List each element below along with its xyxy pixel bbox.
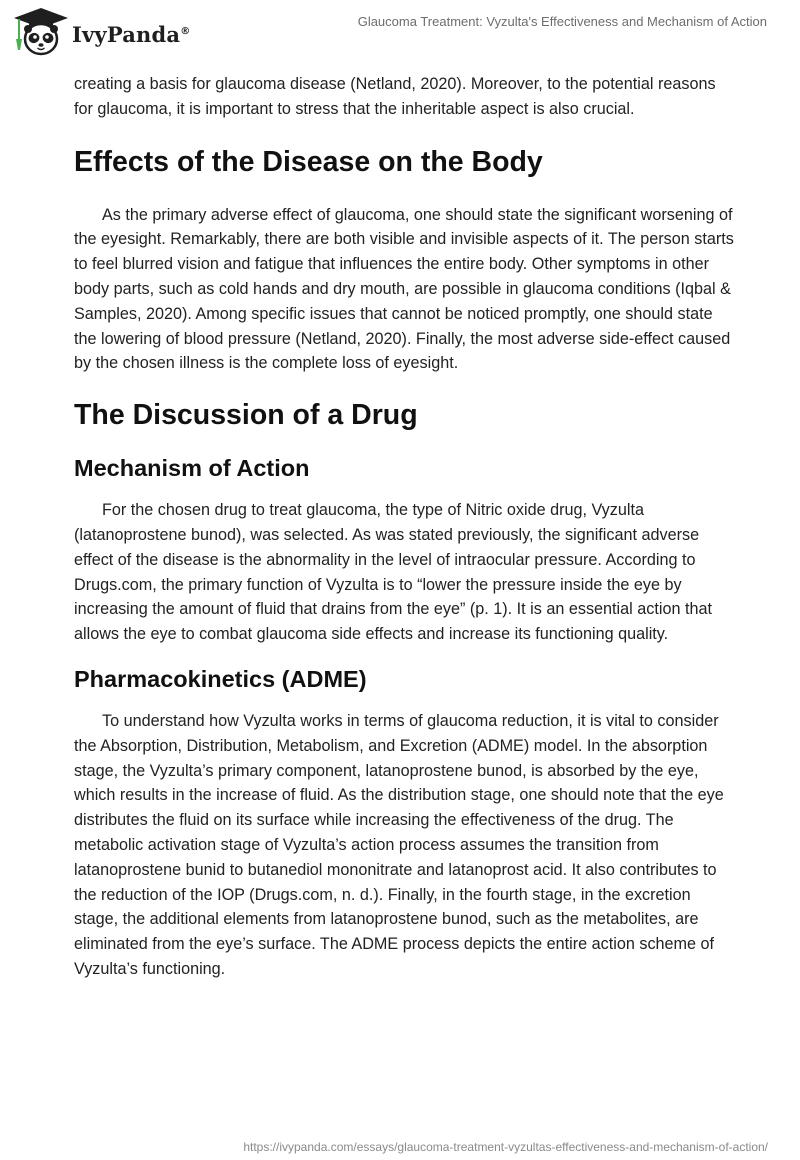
- intro-paragraph: creating a basis for glaucoma disease (Netland, 2020). Moreover, to the potential reasons for glaucoma, it is important to stress that the inheritable aspect is also crucial.: [74, 75, 716, 118]
- page-header: [0, 0, 800, 72]
- effects-paragraph: As the primary adverse effect of glaucoma, one should state the significant worsening of the eyesight. Remarkably, there are both visible and invisible aspects of it. The person starts to feel blurred vision and fatigue that influences the entire body. Other symptoms in other body parts, such as cold hands and dry mouth, are possible in glaucoma conditions (Iqbal & Samples, 2020). Among specific issues that cannot be noticed promptly, one should state the lowering of blood pressure (Netland, 2020). Finally, the most adverse side-effect caused by the chosen illness is the complete loss of eyesight.: [74, 205, 734, 373]
- document-title: Glaucoma Treatment: Vyzulta's Effectiveness and Mechanism of Action: [357, 14, 767, 29]
- section-heading-effects: Effects of the Disease on the Body: [74, 145, 543, 178]
- panda-graduate-icon: [12, 6, 70, 58]
- source-url-link[interactable]: https://ivypanda.com/essays/glaucoma-treatment-vyzultas-effectiveness-and-mechanism-of-action/: [243, 1140, 768, 1154]
- registered-mark: ®: [180, 25, 191, 37]
- pharmacokinetics-paragraph: To understand how Vyzulta works in terms of glaucoma reduction, it is vital to consider the Absorption, Distribution, Metabolism, and Excretion (ADME) model. In the absorption stage, the Vyzulta’s primary component, latanoprostene bunod, is absorbed by the eye, which results in the increase of fluid. As the distribution stage, one should note that the eye distributes the fluid on its surface while increasing the effectiveness of the drug. The metabolic activation stage of Vyzulta’s action process assumes the transition from latanoprostene bunid to butanediol mononitrate and latanoprost acid. It also contributes to the reduction of the IOP (Drugs.com, n. d.). Finally, in the fourth stage, in the excretion stage, the additional elements from latanoprostene bunod, such as the metabolites, are eliminated from the eye’s surface. The ADME process depicts the entire action scheme of Vyzulta’s functioning.: [74, 711, 724, 978]
- subheading-mechanism: Mechanism of Action: [74, 455, 310, 482]
- section-heading-drug: The Discussion of a Drug: [74, 399, 418, 432]
- subheading-pharmacokinetics: Pharmacokinetics (ADME): [74, 665, 367, 692]
- essay-content: [74, 72, 734, 982]
- brand-logo[interactable]: [12, 6, 190, 58]
- brand-name-text: IvyPanda: [72, 21, 181, 47]
- mechanism-paragraph: For the chosen drug to treat glaucoma, the type of Nitric oxide drug, Vyzulta (latanoprostene bunod), was selected. As was stated previously, the significant adverse effect of the disease is the abnormality in the level of intraocular pressure. According to Drugs.com, the primary function of Vyzulta is to “lower the pressure inside the eye by increasing the amount of fluid that drains from the eye” (p. 1). It is an essential action that allows the eye to combat glaucoma side effects and increase its functioning quality.: [74, 501, 712, 644]
- brand-name: [72, 22, 190, 47]
